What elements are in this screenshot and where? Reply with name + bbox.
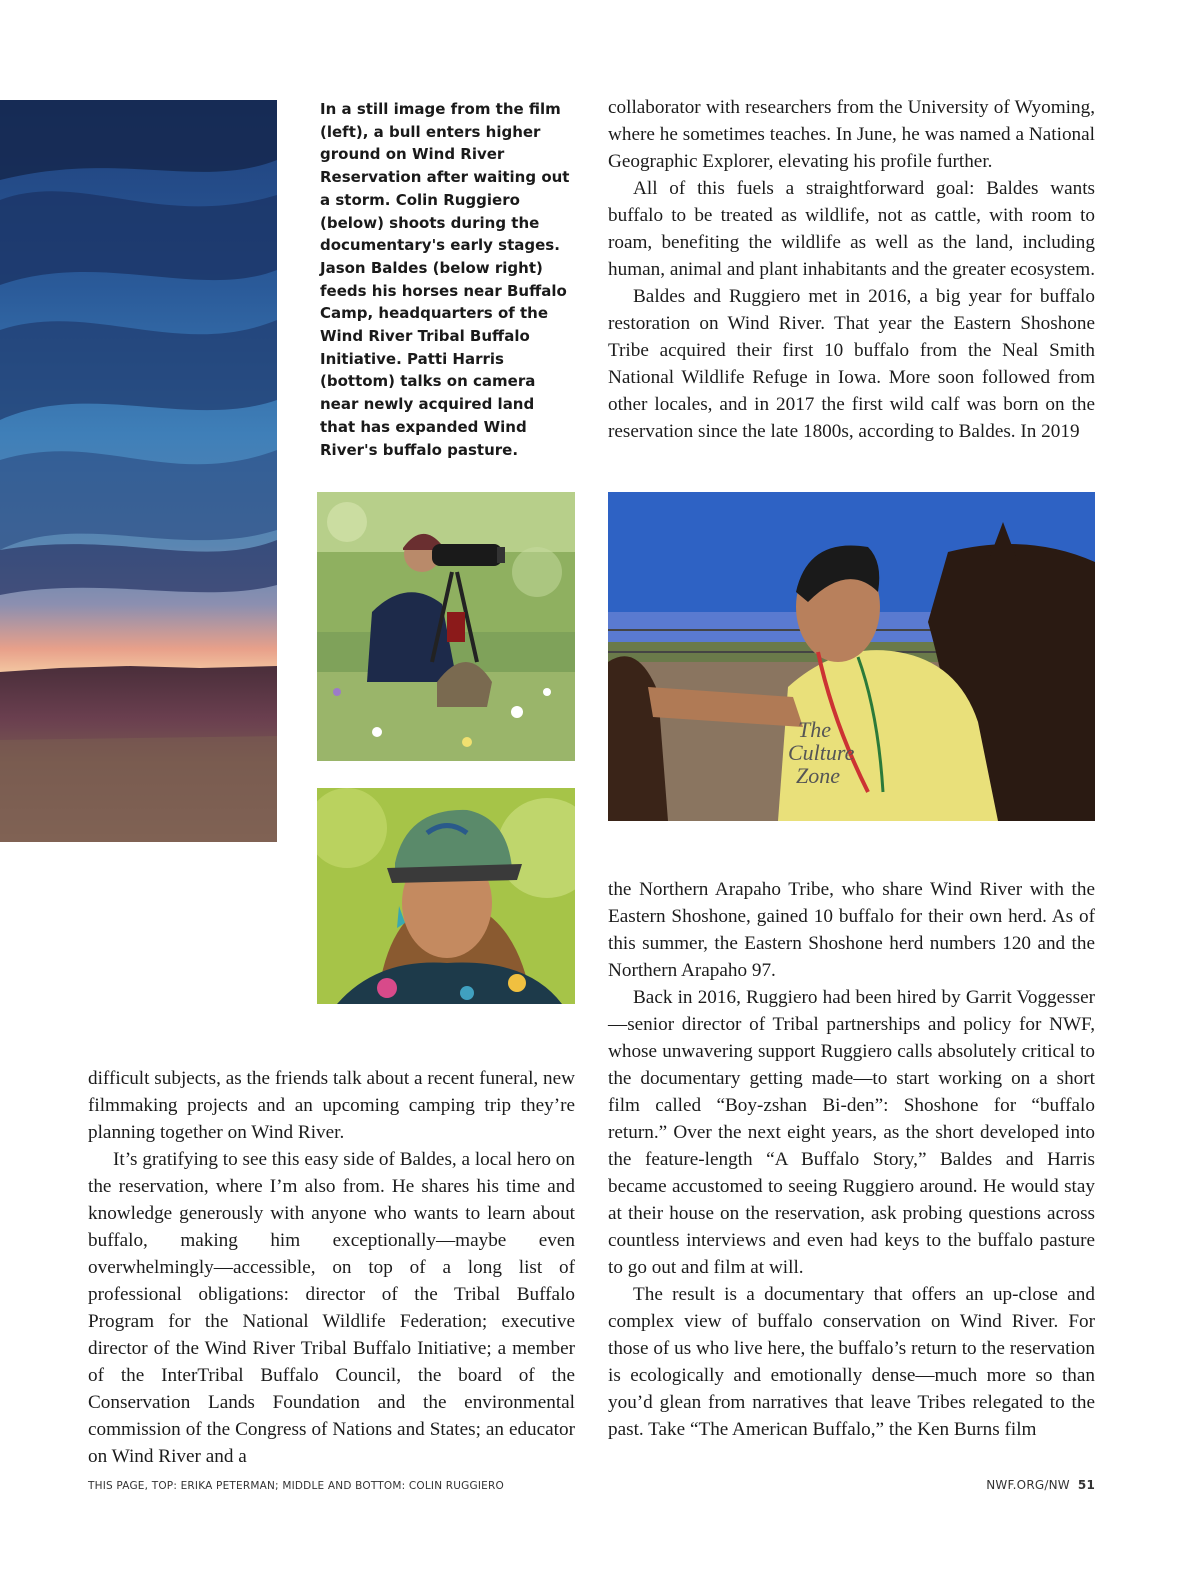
cameraman-photo — [317, 492, 575, 761]
woman-portrait-photo — [317, 788, 575, 1004]
paragraph: collaborator with researchers from the University of Wyoming, where he sometimes teaches. In June, he was named a National Geographic Explorer, elevating his profile further. — [608, 97, 1095, 172]
paragraph: The result is a documentary that offers an up-close and complex view of buffalo conservation on Wind River. For those of us who live here, the buffalo’s return to the reservation is ecologically and emotionally dense—much more so than you’d glean from narratives that leave Tribes relegated to the past. Take “The American Buffalo,” the Ken Burns film — [608, 1284, 1095, 1440]
article-column-right-bottom — [608, 876, 1095, 1443]
horse-feeding-photo — [608, 492, 1095, 821]
page-folio — [986, 1478, 1095, 1492]
paragraph: Baldes and Ruggiero met in 2016, a big year for buffalo restoration on Wind River. That year the Eastern Shoshone Tribe acquired their first 10 buffalo from the Neal Smith National Wildlife Refuge in Iowa. More soon followed from other locales, and in 2017 the first wild calf was born on the reservation since the late 1800s, according to Baldes. In 2019 — [608, 286, 1095, 442]
storm-landscape-photo — [0, 100, 277, 842]
shirt-text-line: Culture — [788, 740, 855, 765]
shirt-text-line: Zone — [796, 763, 840, 788]
photo-credits: THIS PAGE, TOP: ERIKA PETERMAN; MIDDLE AND BOTTOM: COLIN RUGGIERO — [88, 1480, 504, 1492]
photo-caption: In a still image from the film (left), a bull enters higher ground on Wind River Reservation after waiting out a storm. Colin Ruggiero (below) shoots during the documentary's early stages. Jason Baldes (below right) feeds his horses near Buffalo Camp, headquarters of the Wind River Tribal Buffalo Initiative. Patti Harris (bottom) talks on camera near newly acquired land that has expanded Wind River's buffalo pasture. — [320, 100, 570, 459]
paragraph: Back in 2016, Ruggiero had been hired by Garrit Voggesser—senior director of Tribal partnerships and policy for NWF, whose unwavering support Ruggiero calls absolutely critical to the documentary getting made—to start working on a short film called “Boy-zshan Bi-den”: Shoshone for “buffalo return.” Over the next eight years, as the short developed into the feature-length “A Buffalo Story,” Baldes and Harris became accustomed to seeing Ruggiero around. He would stay at their house on the reservation, ask probing questions across countless interviews and even had keys to the buffalo pasture to go out and film at will. — [608, 987, 1095, 1278]
website-link[interactable]: NWF.ORG/NW — [986, 1478, 1070, 1492]
shirt-text-line: The — [798, 717, 831, 742]
article-column-right-top — [608, 94, 1095, 445]
paragraph: All of this fuels a straightforward goal: Baldes wants buffalo to be treated as wildlife, not as cattle, with room to roam, benefiting the wildlife as well as the land, including human, animal and plant inhabitants and the greater ecosystem. — [608, 178, 1095, 280]
page-number: 51 — [1077, 1478, 1095, 1492]
paragraph: difficult subjects, as the friends talk about a recent funeral, new filmmaking projects and an upcoming camping trip they’re planning together on Wind River. — [88, 1068, 575, 1143]
article-column-left-bottom — [88, 1065, 575, 1470]
paragraph: It’s gratifying to see this easy side of Baldes, a local hero on the reservation, where I’m also from. He shares his time and knowledge generously with anyone who wants to learn about buffalo, making him exceptionally—maybe even overwhelmingly—accessible, on top of a long list of professional obligations: director of the Tribal Buffalo Program for the National Wildlife Federation; executive director of the Wind River Tribal Buffalo Initiative; a member of the InterTribal Buffalo Council, the board of the Conservation Lands Foundation and the environmental commission of the Congress of Nations and States; an educator on Wind River and a — [88, 1149, 575, 1467]
paragraph: the Northern Arapaho Tribe, who share Wind River with the Eastern Shoshone, gained 10 buffalo for their own herd. As of this summer, the Eastern Shoshone herd numbers 120 and the Northern Arapaho 97. — [608, 879, 1095, 981]
